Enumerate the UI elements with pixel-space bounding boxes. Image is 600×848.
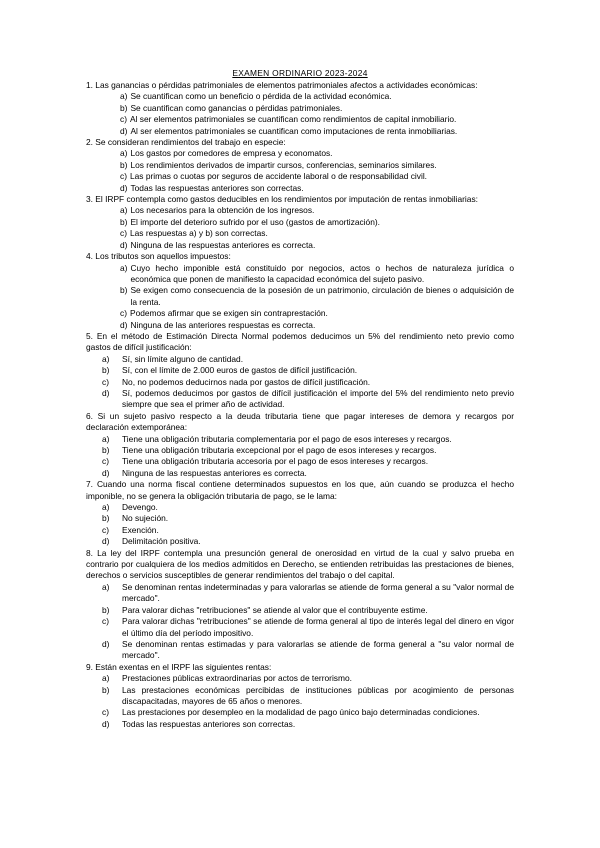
option-text: Para valorar dichas "retribuciones" se atiende de forma general al tipo de interés legal del dinero en vigor el último día del período impositivo. [122, 616, 514, 638]
option-a [86, 434, 514, 445]
option-letter: d) [120, 125, 128, 136]
option-text: Se cuantifican como ganancias o pérdidas patrimoniales. [130, 102, 343, 113]
option-a [86, 148, 514, 159]
option-letter: d) [120, 319, 128, 330]
option-text: No sujeción. [122, 513, 169, 524]
option-text: No, no podemos deducirnos nada por gastos de difícil justificación. [122, 376, 371, 387]
option-text: Al ser elementos patrimoniales se cuantifican como rendimientos de capital inmobiliario. [129, 114, 457, 125]
option-text: Las respuestas a) y b) son correctas. [129, 228, 268, 239]
question-9 [86, 662, 514, 730]
options-list [86, 263, 514, 331]
option-a [86, 263, 514, 286]
option-letter: b) [120, 159, 128, 170]
option-letter: d) [102, 387, 110, 398]
option-b [86, 365, 514, 376]
option-text: Prestaciones públicas extraordinarias por actos de terrorismo. [122, 673, 352, 684]
option-text: Exención. [122, 524, 159, 535]
option-text: Delimitación positiva. [122, 536, 201, 547]
options-list [86, 434, 514, 480]
question-stem: 7. Cuando una norma fiscal contiene determinados supuestos en los que, aún cuando se produzca el hecho imponible, no se genera la obligación tributaria de pago, se le lama: [86, 479, 514, 501]
option-text: Se denominan rentas estimadas y para valorarlas se atiende de forma general a "su valor normal de mercado". [122, 638, 514, 661]
question-2 [86, 137, 514, 194]
option-text: Devengo. [122, 502, 158, 513]
question-4 [86, 251, 514, 331]
option-d [86, 126, 514, 137]
question-stem: 3. El IRPF contempla como gastos deducibles en los rendimientos por imputación de rentas inmobiliarias: [86, 194, 478, 205]
option-letter: a) [102, 433, 110, 444]
option-text: Cuyo hecho imponible está constituido por negocios, actos o hechos de naturaleza jurídica o económica que ponen de manifiesto la capacidad económica del sujeto pasivo. [130, 262, 514, 284]
option-letter: d) [102, 718, 110, 729]
option-text: Al ser elementos patrimoniales se cuantifican como imputaciones de renta inmobiliarias. [130, 125, 458, 136]
option-c [86, 525, 514, 536]
option-letter: d) [102, 536, 110, 547]
option-text: Los necesarios para la obtención de los ingresos. [130, 205, 315, 216]
option-text: Los rendimientos derivados de impartir cursos, conferencias, seminarios similares. [130, 159, 437, 170]
option-letter: c) [102, 456, 109, 467]
option-letter: c) [102, 524, 109, 535]
option-letter: c) [120, 171, 127, 182]
option-letter: a) [120, 91, 128, 102]
option-letter: a) [120, 205, 128, 216]
options-list [86, 582, 514, 662]
option-letter: b) [102, 513, 110, 524]
option-c [86, 707, 514, 718]
options-list [86, 205, 514, 251]
option-letter: b) [102, 445, 110, 455]
option-c [86, 456, 514, 467]
option-letter: a) [102, 502, 110, 513]
option-c [86, 171, 514, 182]
option-letter: c) [120, 228, 127, 239]
question-7 [86, 479, 514, 547]
option-text: Tiene una obligación tributaria excepcional por el pago de esos intereses y recargos. [122, 445, 437, 455]
option-text: Tiene una obligación tributaria accesoria por el pago de esos intereses y recargos. [122, 456, 429, 467]
option-c [86, 377, 514, 388]
option-text: Sí, sin límite alguno de cantidad. [122, 353, 244, 364]
option-b [86, 160, 514, 171]
option-text: Ninguna de las anteriores respuestas es correcta. [130, 319, 316, 330]
option-a [86, 354, 514, 365]
option-c [86, 616, 514, 639]
option-letter: b) [102, 604, 110, 615]
options-list [86, 148, 514, 194]
options-list [86, 673, 514, 730]
question-stem: 1. Las ganancias o pérdidas patrimoniales de elementos patrimoniales afectos a actividades económicas: [86, 80, 478, 90]
question-3 [86, 194, 514, 251]
question-stem: 6. Si un sujeto pasivo respecto a la deuda tributaria tiene que pagar intereses de demora y recargos por declaración extemporánea: [86, 410, 514, 433]
option-letter: d) [102, 638, 110, 649]
option-c [86, 114, 514, 125]
option-a [86, 673, 514, 684]
options-list [86, 502, 514, 548]
option-b [86, 605, 514, 616]
option-letter: a) [120, 148, 128, 159]
option-text: Las prestaciones por desempleo en la modalidad de pago único bajo determinadas condiciones. [122, 707, 480, 718]
option-letter: c) [102, 616, 109, 627]
question-stem: 2. Se consideran rendimientos del trabajo en especie: [86, 137, 286, 148]
option-text: Podemos afirmar que se exigen sin contraprestación. [129, 308, 328, 319]
option-letter: a) [120, 262, 128, 273]
option-d [86, 320, 514, 331]
question-stem: 9. Están exentas en el IRPF las siguientes rentas: [86, 661, 272, 672]
option-text: Los gastos por comedores de empresa y economatos. [130, 148, 333, 159]
questions-list [86, 80, 514, 730]
option-text: Se exigen como consecuencia de la posesión de un patrimonio, circulación de bienes o adquisición de la renta. [130, 285, 514, 307]
option-text: Ninguna de las respuestas anteriores es correcta. [130, 239, 316, 250]
option-letter: a) [102, 673, 110, 684]
option-letter: b) [120, 102, 128, 113]
option-text: Todas las respuestas anteriores son correctas. [122, 718, 296, 729]
option-d [86, 719, 514, 730]
option-d [86, 240, 514, 251]
option-text: Todas las respuestas anteriores son correctas. [130, 182, 304, 193]
exam-title: EXAMEN ORDINARIO 2023-2024 [232, 68, 368, 78]
option-text: Para valorar dichas "retribuciones" se atiende al valor que el contribuyente estime. [122, 604, 428, 615]
option-text: Las primas o cuotas por seguros de accidente laboral o de responsabilidad civil. [129, 171, 428, 182]
option-text: Se denominan rentas indeterminadas y para valorarlas se atiende de forma general a su "valor normal de mercado". [122, 581, 514, 604]
option-text: Sí, podemos deducimos por gastos de difícil justificación el importe del 5% del rendimiento neto previo siempre que sea el primer año de actividad. [122, 387, 514, 410]
option-letter: c) [120, 308, 127, 319]
question-stem: 5. En el método de Estimación Directa Normal podemos deducimos un 5% del rendimiento neto previo como gastos de difícil justificación: [86, 330, 514, 353]
question-1 [86, 80, 514, 137]
option-letter: a) [102, 581, 110, 592]
question-stem: 4. Los tributos son aquellos impuestos: [86, 251, 231, 262]
question-6 [86, 411, 514, 479]
option-letter: d) [120, 182, 128, 193]
option-letter: d) [102, 467, 110, 478]
option-text: Sí, con el límite de 2.000 euros de gastos de difícil justificación. [122, 365, 358, 376]
option-d [86, 183, 514, 194]
option-a [86, 205, 514, 216]
option-b [86, 445, 514, 456]
option-letter: b) [120, 285, 128, 296]
option-b [86, 285, 514, 308]
question-5 [86, 331, 514, 411]
option-d [86, 536, 514, 547]
option-d [86, 639, 514, 662]
option-a [86, 91, 514, 102]
option-letter: c) [102, 707, 109, 718]
question-stem: 8. La ley del IRPF contempla una presunción general de onerosidad en virtud de la cual y salvo prueba en contrario por cualquiera de los medios admitidos en Derecho, se entienden retribuidas las prestaciones de bienes, derechos o servicios susceptibles de generar rendimientos del trabajo o del capital. [86, 547, 514, 581]
option-c [86, 308, 514, 319]
option-text: Tiene una obligación tributaria complementaria por el pago de esos intereses y recargos. [122, 433, 452, 444]
option-b [86, 103, 514, 114]
option-d [86, 468, 514, 479]
option-letter: c) [120, 114, 127, 125]
option-c [86, 228, 514, 239]
question-8 [86, 548, 514, 662]
option-text: Se cuantifican como un beneficio o pérdida de la actividad económica. [130, 91, 392, 102]
option-a [86, 582, 514, 605]
options-list [86, 354, 514, 411]
option-a [86, 502, 514, 513]
option-letter: b) [102, 365, 110, 376]
option-b [86, 685, 514, 708]
option-text: Las prestaciones económicas percibidas de instituciones públicas por acogimiento de personas discapacitadas, mayores de 65 años o menores. [122, 684, 514, 706]
option-letter: c) [102, 376, 109, 387]
option-letter: a) [102, 353, 110, 364]
option-b [86, 217, 514, 228]
option-text: Ninguna de las respuestas anteriores es correcta. [122, 467, 307, 478]
option-b [86, 513, 514, 524]
option-letter: b) [102, 684, 110, 695]
option-letter: b) [120, 216, 128, 227]
option-text: El importe del deterioro sufrido por el uso (gastos de amortización). [130, 216, 380, 227]
option-letter: d) [120, 239, 128, 250]
options-list [86, 91, 514, 137]
option-d [86, 388, 514, 411]
